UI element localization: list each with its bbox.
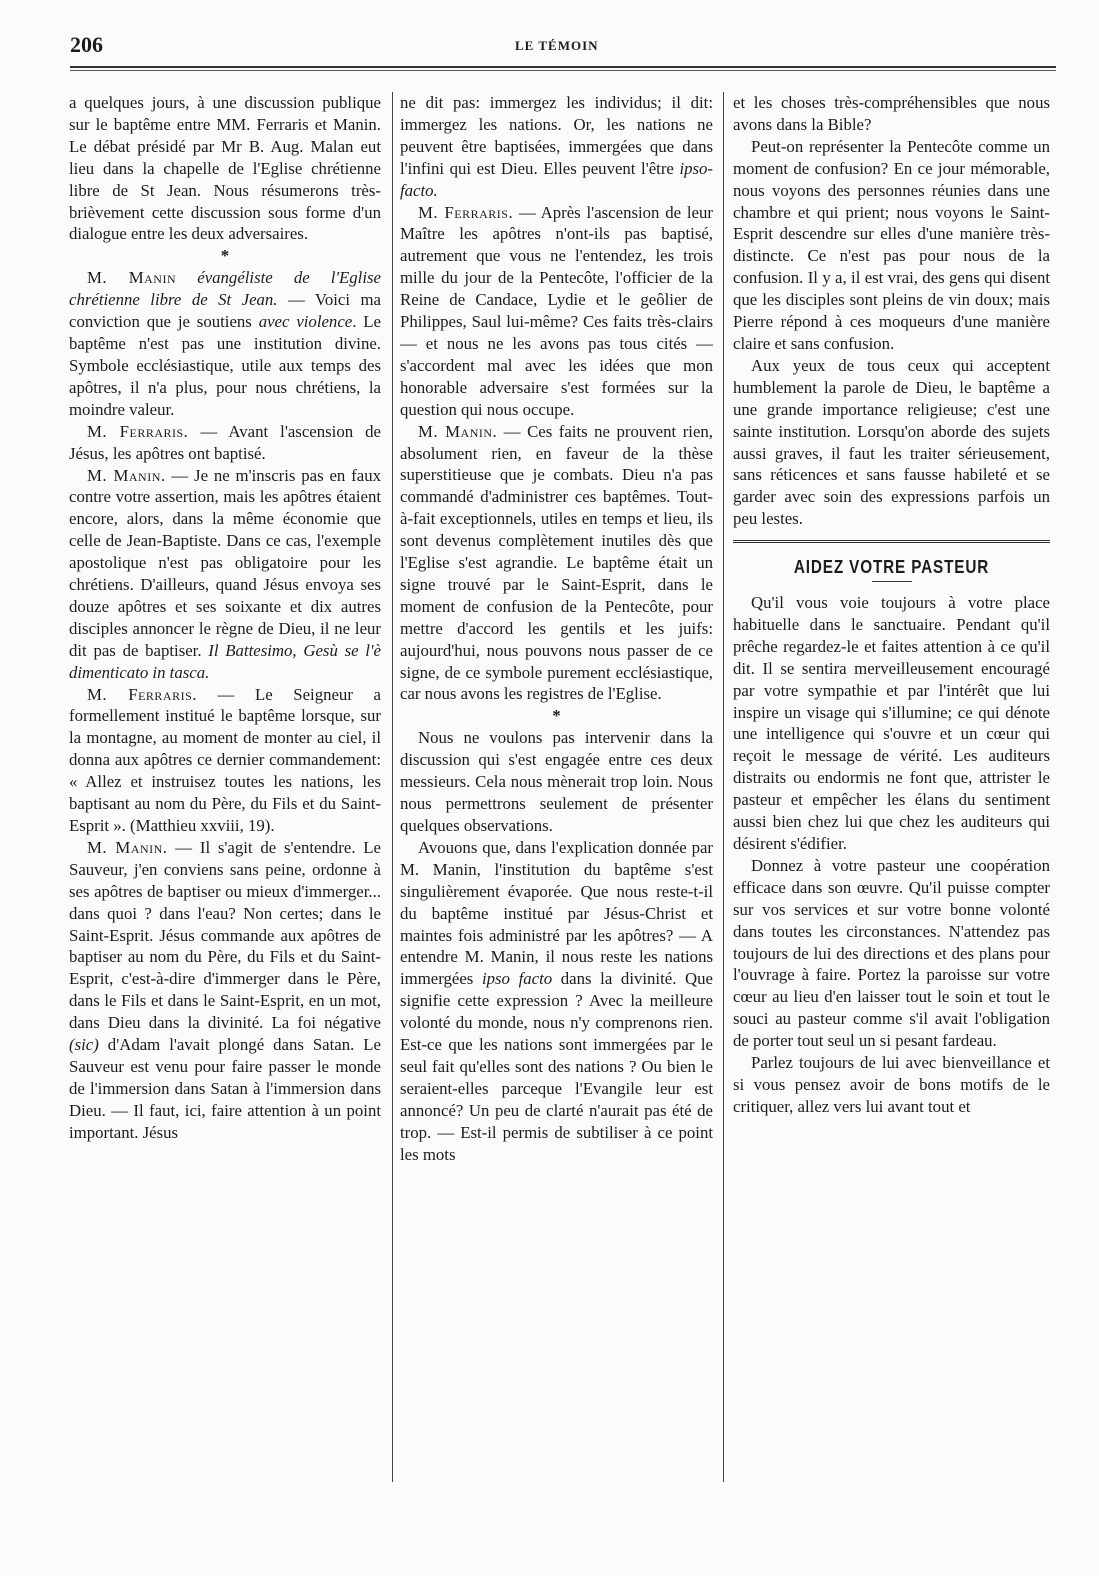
paragraph: Parlez toujours de lui avec bienveillance et si vous pensez avoir de bons motifs de le critiquer, allez vers lui avant tout et [733, 1053, 1050, 1116]
header-rule [70, 66, 1056, 68]
text: dans la divinité. Que signifie cette expression ? Avec la meilleure volonté du monde, nous n'y comprenons rien. Est-ce que les nations sont immergées par le seul fait qu'elles sont des nations ? Ou bien le seraient-elles parceque l'Evangile leur est annoncé? Un peu de clarté n'aurait pas été de trop. — Est-il permis de subtiliser à ce point les mots [400, 969, 713, 1164]
emphasis: avec violence [258, 312, 353, 332]
speaker-name: M. Ferraris. [418, 202, 514, 222]
emphasis: (sic) [69, 1035, 99, 1055]
paragraph: et les choses très-compréhensibles que nous avons dans la Bible? [733, 93, 1050, 134]
section-rule [733, 540, 1050, 543]
paragraph [400, 202, 713, 421]
page-header [70, 28, 1056, 58]
paragraph [69, 267, 381, 420]
paragraph: Donnez à votre pasteur une coopération efficace dans son œuvre. Qu'il puisse compter sur vos services et sur votre bonne volonté dans toutes les circonstances. N'attendez pas toujours de lui des directions et des plans pour l'ouvrage à faire. Portez la paroisse sur votre cœur au lieu d'en laisser tout le soin et tout le souci au pasteur comme s'il avait l'obligation de porter tout seul un si pesant fardeau. [733, 855, 1050, 1051]
paragraph: Aux yeux de tous ceux qui acceptent humblement la parole de Dieu, le baptême a une grande importance religieuse; c'est une sainte institution. Lorsqu'on aborde des sujets aussi graves, il faut les traiter sérieusement, sans réticences et sans fausse habileté et se garder avec soin des expressions parfois un peu lestes. [733, 355, 1050, 529]
column-1 [69, 92, 381, 1562]
column-divider [723, 92, 724, 1482]
text: ne dit pas: immergez les individus; il dit: immergez les nations. Or, les nations ne peuvent être baptisées, immergées que dans l'infini qui est Dieu. Elles peuvent l'être [400, 93, 713, 178]
speaker-role: évangéliste de l'Eglise chrétienne libre de St Jean. [69, 268, 381, 310]
section-separator: * [552, 706, 561, 726]
speaker-name: M. Manin. [418, 421, 498, 441]
emphasis: ipso facto [481, 969, 553, 989]
text: Avouons que, dans l'explication donnée par M. Manin, l'institution du baptême s'est singulièrement évaporée. Que nous reste-t-il du baptême institué par Jésus-Christ et maintes fois administré par les apôtres? — A entendre M. Manin, il nous reste les nations immergées [400, 837, 713, 989]
text: — Après l'ascension de leur Maître les apôtres n'ont-ils pas baptisé, autrement que vous ne l'entendez, les trois mille du jour de la Pentecôte, l'officier de la Reine de Candace, Lydie et le geôlier de Philippes, Saul lui-même? Ces faits très-clairs — et nous ne les avons pas tous cités — s'accordent mal avec les idées que mon honorable adversaire s'est formées sur la question qui nous occupe. [400, 202, 713, 419]
text: — Il s'agit de s'entendre. Le Sauveur, j'en conviens sans peine, ordonne à ses apôtres de baptiser ou mieux d'immerger... dans quoi ? dans l'eau? Non certes; dans le Saint-Esprit. Jésus commande aux apôtres de baptiser au nom du Père, du Fils et du Saint-Esprit, c'est-à-dire d'immerger dans le Père, dans le Fils et dans le Saint-Esprit, en un mot, dans Dieu dans la divinité. La foi négative [69, 837, 381, 1033]
column-3 [733, 92, 1050, 1562]
text: — Je ne m'inscris pas en faux contre votre assertion, mais les apôtres étaient encore, alors, dans la même économie que celle de Jean-Baptiste. Dans ce cas, l'exemple apostolique n'est pas obligatoire pour les chrétiens. D'ailleurs, quand Jésus envoya ses douze apôtres et ses soixante et dix autres disciples annoncer le règne de Dieu, il ne leur dit pas de baptiser. [69, 465, 381, 660]
text: — Le Seigneur a formellement institué le baptême lorsque, sur la montagne, au moment de monter au ciel, il donna aux apôtres ce dernier commandement: « Allez et instruisez toutes les nations, les baptisant au nom du Père, du Fils et du Saint-Esprit ». (Matthieu xxviii, 19). [69, 684, 381, 835]
paragraph [400, 92, 713, 202]
paragraph [69, 684, 381, 837]
text: . Le baptême n'est pas une institution divine. Symbole ecclésiastique, utile aux temps des apôtres, il n'a plus, pour nous chrétiens, la moindre valeur. [69, 312, 381, 419]
page-number: 206 [70, 32, 103, 57]
text: d'Adam l'avait plongé dans Satan. Le Sauveur est venu pour faire passer le monde de l'immersion dans Satan à l'immersion dans Dieu. — Il faut, ici, faire attention à un point important. Jésus [69, 1035, 381, 1142]
heading-underline [872, 581, 912, 582]
speaker-name: M. Manin. [87, 837, 168, 857]
paragraph: Peut-on représenter la Pentecôte comme un moment de confusion? En ce jour mémorable, nous voyons des personnes réunies dans une chambre et qui prient; nous voyons le Saint-Esprit descendre sur elles d'une manière très-distincte. Ce n'est pas pour nous de la confusion. Il y a, il est vrai, des gens qui disent que les disciples sont pleins de vin doux; mais Pierre répond à ces moqueurs d'une manière claire et sans confusion. [733, 136, 1050, 353]
paragraph [400, 837, 713, 1166]
paragraph [69, 465, 381, 684]
text: — Avant l'ascension de Jésus, les apôtres ont baptisé. [69, 421, 381, 463]
paragraph: a quelques jours, à une discussion publique sur le baptême entre MM. Ferraris et Manin. Le débat présidé par Mr B. Aug. Malan eut lieu dans la chapelle de l'Eglise chrétienne libre de St Jean. Nous résumerons très-brièvement cette discussion sous forme d'un dialogue entre les deux adversaires. [69, 93, 381, 244]
paragraph [69, 837, 381, 1144]
paragraph [400, 421, 713, 706]
paragraph: Qu'il vous voie toujours à votre place habituelle dans le sanctuaire. Pendant qu'il prêche regardez-le et faites attention à ce qu'il dit. Il se sentira merveilleusement encouragé par votre sympathie et par l'intérêt que lui inspire un visage qui s'illumine; ce qui dénote une intelligence qui s'ouvre et un cœur qui reçoit le message de vérité. Les auditeurs distraits ou endormis ne font que, attrister le pasteur et empêcher les élans du sentiment aussi bien chez lui que chez les auditeurs qui désirent s'édifier. [733, 593, 1050, 853]
running-title: LE TÉMOIN [515, 38, 599, 53]
article-heading: AIDEZ VOTRE PASTEUR [793, 557, 990, 578]
text: — Ces faits ne prouvent rien, absolument rien, en faveur de la thèse superstitieuse que je combats. Dieu n'a pas commandé d'administrer ces baptêmes. Tout-à-fait exceptionnels, utiles en temps et lieu, ils sont devenus complètement inutiles dès que l'Eglise s'est agrandie. Le baptême était un signe trouvé par le Saint-Esprit, dans le moment de confusion de la Pentecôte, pour mettre d'accord les gentils et les juifs: aujourd'hui, nous pouvons nous passer de ce signe, de ce symbole purement ecclésiastique, car nous avons les registres de l'Eglise. [400, 421, 713, 704]
emphasis: Il Battesimo, Gesù se l'è dimenticato in tasca. [69, 640, 381, 682]
speaker-name: M. Ferraris. [87, 684, 197, 704]
paragraph [69, 421, 381, 465]
speaker-name: M. Ferraris. [87, 421, 189, 441]
section-separator: * [220, 246, 230, 266]
speaker-name: M. Manin. [87, 465, 166, 485]
speaker-name: M. Manin [87, 268, 177, 288]
emphasis: ipso-facto. [400, 158, 713, 200]
text: — Voici ma conviction que je soutiens [69, 290, 381, 332]
paragraph: Nous ne voulons pas intervenir dans la discussion qui s'est engagée entre ces deux messieurs. Cela nous mènerait trop loin. Nous nous permettrons seulement de présenter quelques observations. [400, 728, 713, 835]
column-divider [392, 92, 393, 1482]
header-rule-thin [70, 70, 1056, 71]
column-2 [400, 92, 713, 1562]
